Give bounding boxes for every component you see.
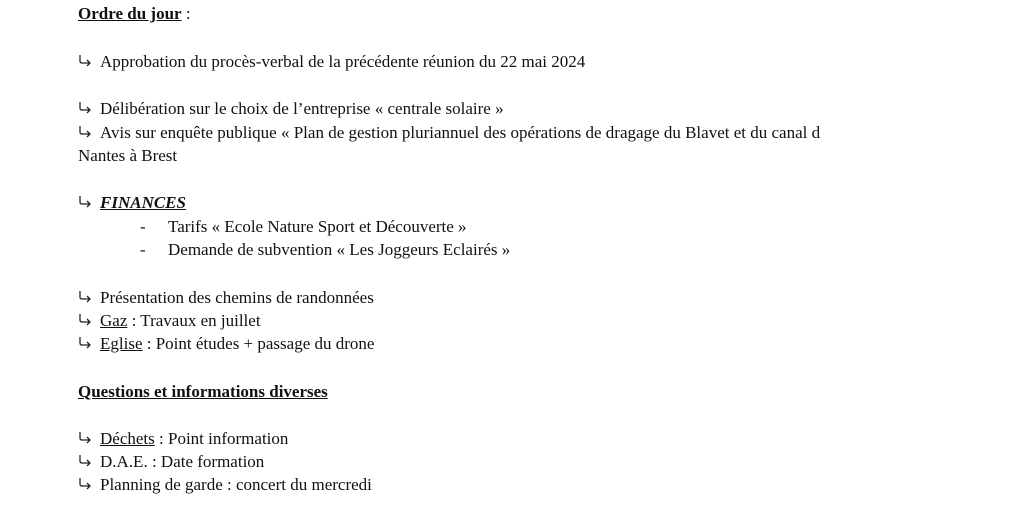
hooked-arrow-icon <box>78 451 100 473</box>
gaz-text: : Travaux en juillet <box>127 311 261 330</box>
planning-text: Planning de garde : concert du mercredi <box>100 475 372 494</box>
questions-item-planning <box>78 474 372 496</box>
finances-subitem-text: Demande de subvention « Les Joggeurs Eclairés » <box>168 240 511 259</box>
agenda-title-line <box>78 3 191 25</box>
questions-title: Questions et informations diverses <box>78 382 328 401</box>
questions-item-dae <box>78 451 264 473</box>
eglise-text: : Point études + passage du drone <box>142 334 375 353</box>
questions-item-dechets <box>78 428 288 450</box>
agenda-title: Ordre du jour <box>78 4 182 23</box>
hooked-arrow-icon <box>78 192 100 214</box>
agenda-item-approbation <box>78 51 585 73</box>
questions-title-line <box>78 381 328 403</box>
agenda-item-chemins <box>78 287 374 309</box>
agenda-item-enquete <box>78 122 820 144</box>
agenda-item-text: Nantes à Brest <box>78 146 178 165</box>
agenda-item-text: Approbation du procès-verbal de la précédente réunion du 22 mai 2024 <box>100 52 586 71</box>
agenda-item-finances <box>78 192 186 214</box>
hooked-arrow-icon <box>78 428 100 450</box>
dash-bullet: - <box>140 217 146 236</box>
hooked-arrow-icon <box>78 122 100 144</box>
hooked-arrow-icon <box>78 310 100 332</box>
agenda-item-gaz <box>78 310 261 332</box>
hooked-arrow-icon <box>78 333 100 355</box>
agenda-item-enquete-continued <box>78 145 177 167</box>
gaz-label: Gaz <box>100 311 128 330</box>
agenda-item-text: Délibération sur le choix de l’entreprise « centrale solaire » <box>100 99 504 118</box>
dash-bullet: - <box>140 240 146 259</box>
agenda-item-eglise <box>78 333 374 355</box>
hooked-arrow-icon <box>78 474 100 496</box>
hooked-arrow-icon <box>78 51 100 73</box>
agenda-title-suffix: : <box>181 4 191 23</box>
hooked-arrow-icon <box>78 287 100 309</box>
dae-text: D.A.E. : Date formation <box>100 452 265 471</box>
agenda-item-deliberation <box>78 98 504 120</box>
dechets-label: Déchets <box>100 429 155 448</box>
finances-heading: FINANCES <box>100 193 186 212</box>
eglise-label: Eglise <box>100 334 143 353</box>
agenda-item-text: Avis sur enquête publique « Plan de gestion pluriannuel des opérations de dragage du Blavet et du canal d <box>100 123 821 142</box>
finances-subitem-tarifs <box>140 216 467 238</box>
finances-subitem-subvention <box>140 239 510 261</box>
finances-subitem-text: Tarifs « Ecole Nature Sport et Découverte » <box>168 217 467 236</box>
dechets-text: : Point information <box>154 429 289 448</box>
hooked-arrow-icon <box>78 98 100 120</box>
agenda-item-text: Présentation des chemins de randonnées <box>100 288 374 307</box>
